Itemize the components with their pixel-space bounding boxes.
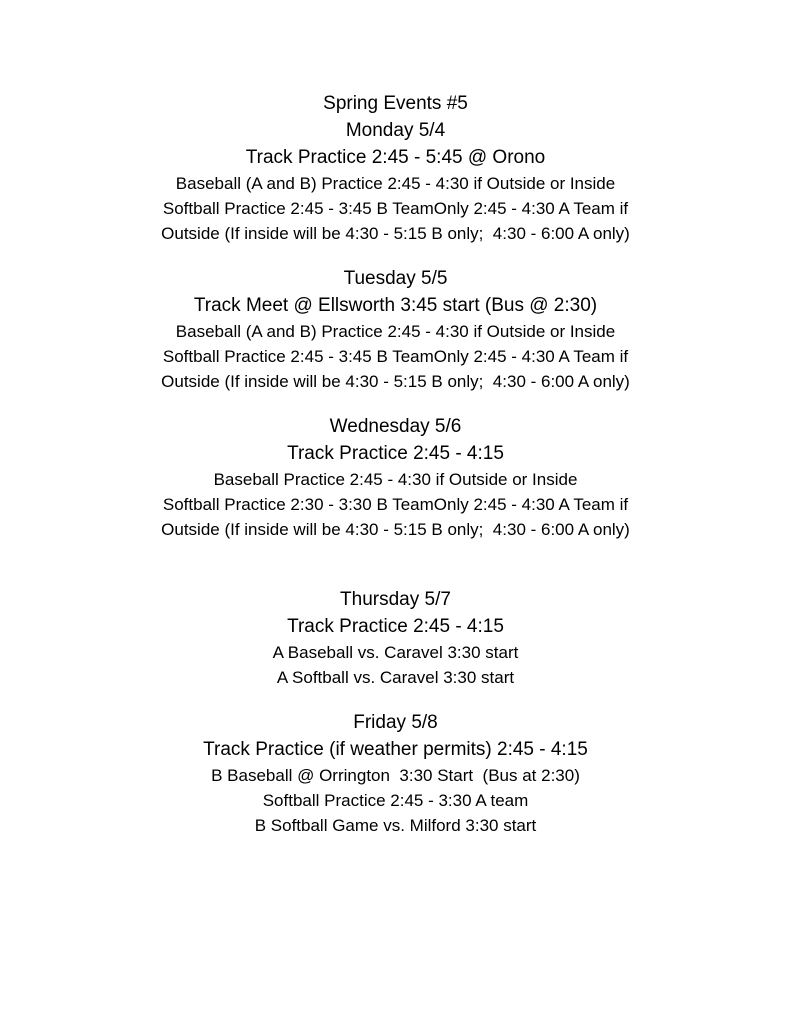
- event-line: Baseball Practice 2:45 - 4:30 if Outside or Inside: [213, 470, 578, 489]
- day-section-tuesday: [0, 265, 791, 394]
- schedule-document: [0, 90, 791, 838]
- day-heading: Monday 5/4: [345, 120, 446, 141]
- event-line: Baseball (A and B) Practice 2:45 - 4:30 if Outside or Inside: [175, 174, 616, 193]
- event-line: Outside (If inside will be 4:30 - 5:15 B only; 4:30 - 6:00 A only): [161, 372, 630, 391]
- event-line: B Baseball @ Orrington 3:30 Start (Bus at 2:30): [211, 766, 580, 785]
- section-spacer: [0, 394, 791, 413]
- event-line: Outside (If inside will be 4:30 - 5:15 B only; 4:30 - 6:00 A only): [161, 224, 630, 243]
- document-title: Spring Events #5: [323, 93, 468, 114]
- track-event: Track Practice 2:45 - 4:15: [287, 616, 504, 637]
- track-event: Track Practice 2:45 - 4:15: [287, 443, 504, 464]
- section-spacer: [0, 690, 791, 709]
- track-event: Track Practice 2:45 - 5:45 @ Orono: [245, 147, 546, 168]
- day-section-friday: [0, 709, 791, 838]
- day-section-thursday: [0, 586, 791, 690]
- day-section-wednesday: [0, 413, 791, 542]
- day-heading: Thursday 5/7: [340, 589, 451, 610]
- event-line: A Softball vs. Caravel 3:30 start: [276, 668, 515, 687]
- section-spacer: [0, 542, 791, 586]
- day-section-monday: [0, 117, 791, 246]
- section-spacer: [0, 246, 791, 265]
- event-line: Softball Practice 2:45 - 3:45 B TeamOnly 2:45 - 4:30 A Team if: [162, 347, 629, 366]
- event-line: Softball Practice 2:45 - 3:30 A team: [262, 791, 529, 810]
- track-event: Track Practice (if weather permits) 2:45 - 4:15: [203, 739, 588, 760]
- event-line: B Softball Game vs. Milford 3:30 start: [254, 816, 537, 835]
- event-line: Baseball (A and B) Practice 2:45 - 4:30 if Outside or Inside: [175, 322, 616, 341]
- event-line: Outside (If inside will be 4:30 - 5:15 B only; 4:30 - 6:00 A only): [161, 520, 630, 539]
- day-heading: Friday 5/8: [353, 712, 438, 733]
- day-heading: Tuesday 5/5: [343, 268, 448, 289]
- track-event: Track Meet @ Ellsworth 3:45 start (Bus @ 2:30): [193, 295, 598, 316]
- day-heading: Wednesday 5/6: [329, 416, 462, 437]
- event-line: Softball Practice 2:30 - 3:30 B TeamOnly 2:45 - 4:30 A Team if: [162, 495, 629, 514]
- event-line: Softball Practice 2:45 - 3:45 B TeamOnly 2:45 - 4:30 A Team if: [162, 199, 629, 218]
- event-line: A Baseball vs. Caravel 3:30 start: [272, 643, 519, 662]
